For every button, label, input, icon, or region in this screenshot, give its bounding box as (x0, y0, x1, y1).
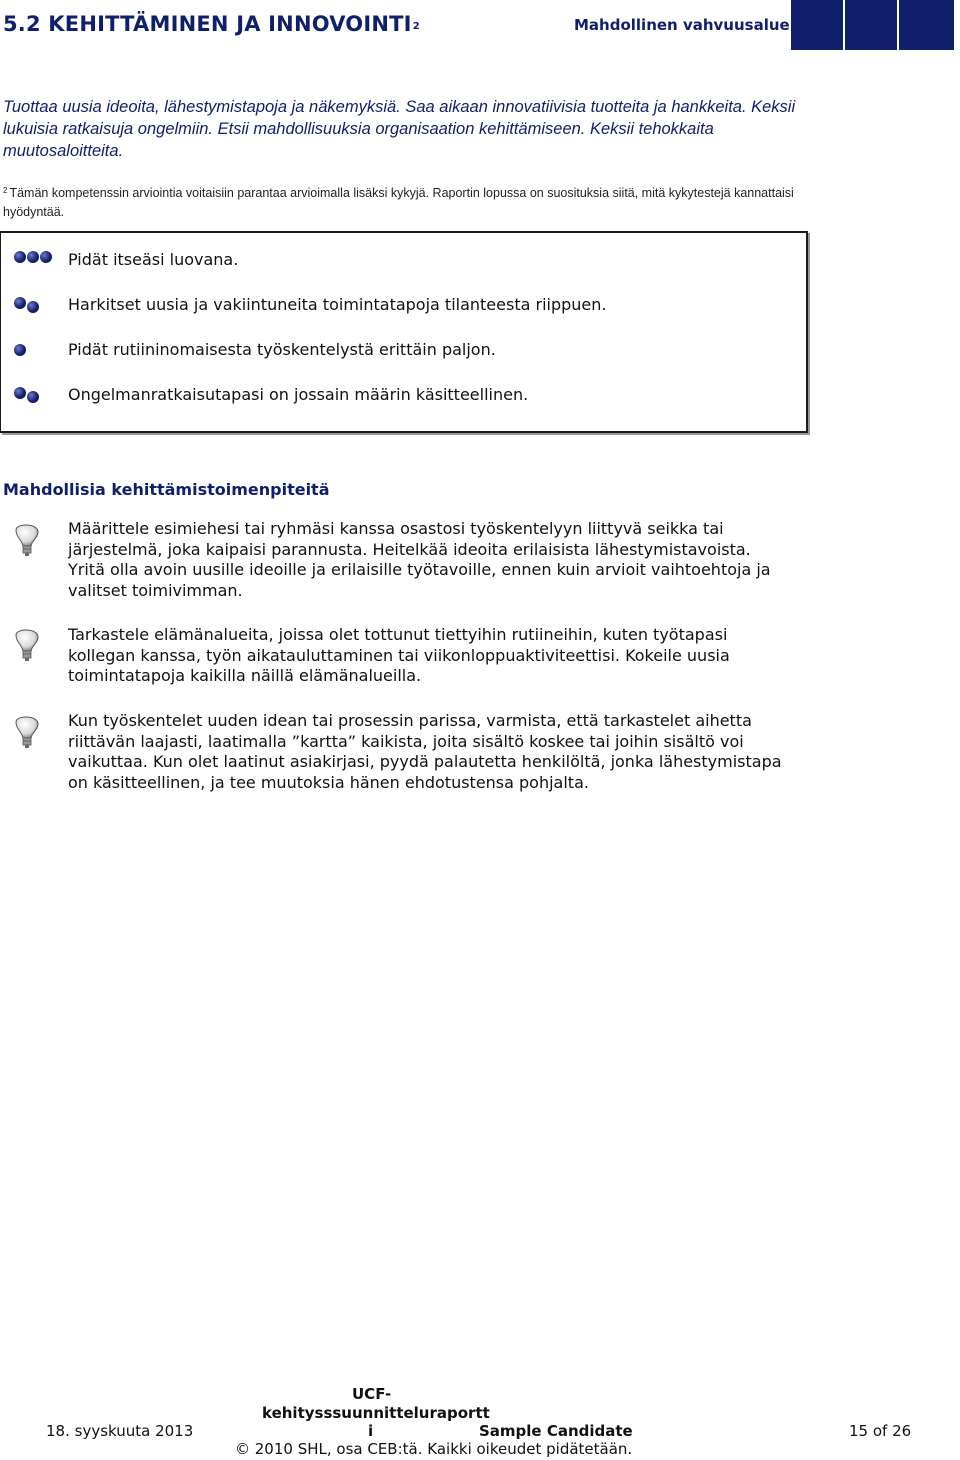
header-square (791, 0, 843, 50)
copyright: © 2010 SHL, osa CEB:tä. Kaikki oikeudet pidätetään. (235, 1440, 633, 1458)
page-title (3, 12, 420, 36)
development-tip: Tarkastele elämänalueita, joissa olet tottunut tiettyihin rutiineihin, kuten työtapasi kollegan kanssa, työn aikatauluttaminen tai viikonloppuaktiviteettisi. Kokeile uusia toimintatapoja kaikilla näillä elämänalueilla. (68, 625, 730, 686)
footnote-text: Tämän kompetenssin arviointia voitaisiin parantaa arvioimalla lisäksi kykyjä. Raportin lopussa on suosituksia siitä, mitä kykytestejä kannattaisi hyödyntää. (3, 186, 794, 219)
score-statement: Harkitset uusia ja vakiintuneita toimintatapoja tilanteesta riippuen. (68, 295, 607, 314)
report-name-line3: i (368, 1422, 374, 1440)
lightbulb-icon (12, 712, 42, 750)
candidate-name: Sample Candidate (479, 1422, 633, 1440)
report-name-line1: UCF- (352, 1385, 392, 1403)
development-tip: Kun työskentelet uuden idean tai prosessin parissa, varmista, että tarkastelet aihetta riittävän laajasti, laatimalla ”kartta” kaikista, joita sisältö koskee tai joihin sisältö voi vaikuttaa. Kun olet laatinut asiakirjasi, pyydä palautetta henkilöltä, jonka lähestymistapa on käsitteellinen, ja tee muutoksia hänen ehdotustensa pohjalta. (68, 711, 782, 792)
category-label: Mahdollinen vahvuusalue (574, 16, 790, 34)
footnote-mark: 2 (3, 186, 8, 195)
page-number: 15 of 26 (849, 1422, 912, 1440)
report-name-line2: kehitysssuunnitteluraportt (262, 1404, 490, 1422)
footnote (3, 181, 823, 222)
page-title-text: 5.2 KEHITTÄMINEN JA INNOVOINTI (3, 12, 412, 36)
report-date: 18. syyskuuta 2013 (46, 1422, 194, 1440)
section-title: Mahdollisia kehittämistoimenpiteitä (3, 480, 330, 499)
header-square (845, 0, 897, 50)
competency-description: Tuottaa uusia ideoita, lähestymistapoja ja näkemyksiä. Saa aikaan innovatiivisia tuotteita ja hankkeita. Keksii lukuisia ratkaisuja ongelmiin. Etsii mahdollisuuksia organisaation kehittämiseen. Keksii tehokkaita muutosaloitteita. (3, 98, 796, 160)
score-statement: Pidät itseäsi luovana. (68, 250, 239, 269)
development-tip: Määrittele esimiehesi tai ryhmäsi kanssa osastosi työskentelyyn liittyvä seikka tai järjestelmä, joka kaipaisi parannusta. Heitelkää ideoita erilaisista lähestymistavoista. Yritä olla avoin uusille ideoille ja erilaisille työtavoille, ennen kuin arvioit vaihtoehtoja ja valitset toimivimman. (68, 519, 771, 600)
score-statement: Pidät rutiininomaisesta työskentelystä erittäin paljon. (68, 340, 496, 359)
footnote-marker: 2 (412, 21, 420, 32)
score-statement: Ongelmanratkaisutapasi on jossain määrin käsitteellinen. (68, 385, 529, 404)
header-square (899, 0, 954, 50)
lightbulb-icon (12, 520, 42, 558)
lightbulb-icon (12, 625, 42, 663)
